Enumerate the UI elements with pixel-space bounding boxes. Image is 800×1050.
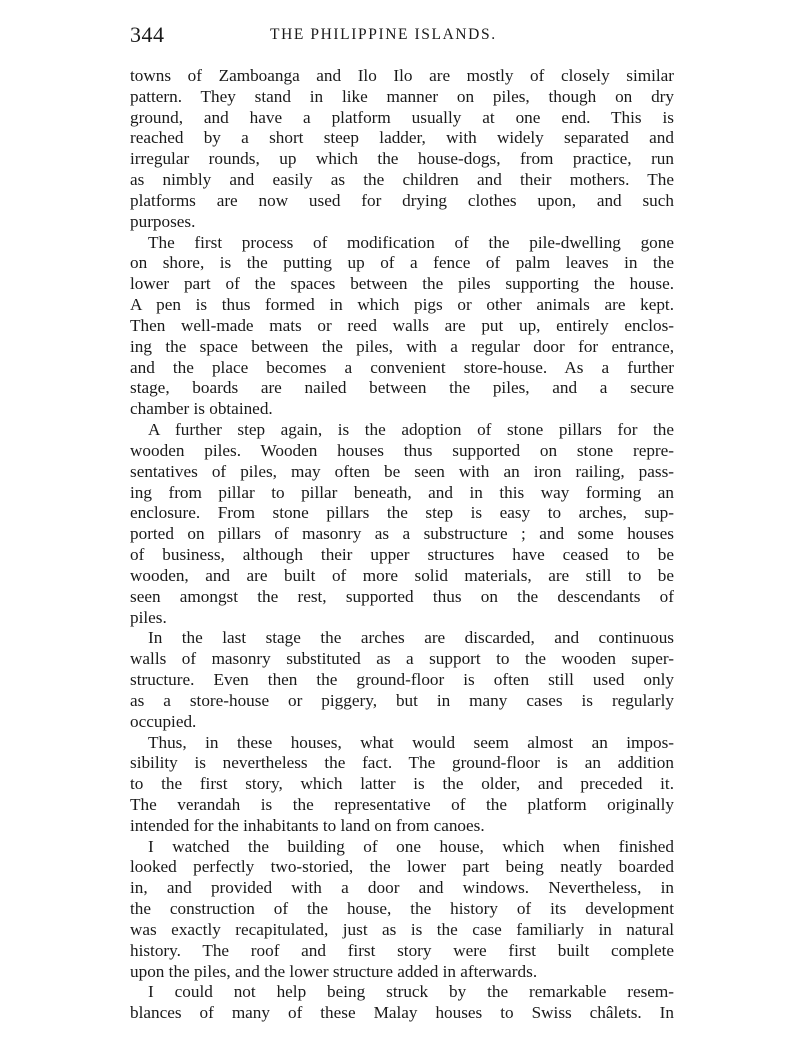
text-line: and the place becomes a convenient store-house. As a further [130,357,674,377]
text-line: intended for the inhabitants to land on from canoes. [130,815,485,835]
text-line: The first process of modification of the pile-dwelling gone [148,232,674,252]
text-line: blances of many of these Malay houses to Swiss châlets. In [130,1003,674,1023]
text-line: pattern. They stand in like manner on piles, though on dry [130,86,674,106]
text-line: I watched the building of one house, which when finished [148,836,674,856]
text-line: ing from pillar to pillar beneath, and in this way forming an [130,482,674,502]
text-line: I could not help being struck by the remarkable resem- [148,982,674,1002]
text-line: sentatives of piles, may often be seen with an iron railing, pass- [130,461,674,481]
text-line: chamber is obtained. [130,399,273,419]
text-line: on shore, is the putting up of a fence of palm leaves in the [130,253,674,273]
page-header [130,20,674,50]
text-line: looked perfectly two-storied, the lower part being neatly boarded [130,857,674,877]
text-line: seen amongst the rest, supported thus on the descendants of [130,586,674,606]
text-line: reached by a short steep ladder, with widely separated and [130,128,674,148]
text-line: in, and provided with a door and windows. Nevertheless, in [130,878,674,898]
text-line: lower part of the spaces between the piles supporting the house. [130,274,674,294]
text-line: upon the piles, and the lower structure added in afterwards. [130,961,538,981]
text-line: ground, and have a platform usually at one end. This is [130,107,674,127]
text-line: as a store-house or piggery, but in many cases is regularly [130,690,674,710]
text-line: A further step again, is the adoption of stone pillars for the [148,420,674,440]
text-line: was exactly recapitulated, just as is the case familiarly in natural [130,919,674,939]
text-line: ported on pillars of masonry as a substructure ; and some houses [130,524,674,544]
body-text [130,66,674,1024]
page-number: 344 [130,22,165,47]
text-line: sibility is nevertheless the fact. The ground-floor is an addition [130,753,674,773]
text-line: Then well-made mats or reed walls are put up, entirely enclos- [130,315,674,335]
text-line: to the first story, which latter is the older, and preceded it. [130,774,674,794]
text-line: walls of masonry substituted as a support to the wooden super- [130,649,674,669]
text-line: enclosure. From stone pillars the step is easy to arches, sup- [130,503,674,523]
text-line: piles. [130,607,167,627]
text-line: history. The roof and first story were first built complete [130,940,674,960]
text-line: In the last stage the arches are discarded, and continuous [148,628,674,648]
text-line: platforms are now used for drying clothes upon, and such [130,190,674,210]
text-line: towns of Zamboanga and Ilo Ilo are mostly of closely similar [130,66,674,85]
text-line: The verandah is the representative of the platform originally [130,794,674,814]
text-line: of business, although their upper structures have ceased to be [130,545,674,565]
text-line: wooden, and are built of more solid materials, are still to be [130,565,674,585]
text-line: as nimbly and easily as the children and their mothers. The [130,170,674,190]
text-line: irregular rounds, up which the house-dogs, from practice, run [130,149,674,169]
text-line: wooden piles. Wooden houses thus supported on stone repre- [130,440,674,460]
text-line: structure. Even then the ground-floor is often still used only [130,670,674,690]
text-line: purposes. [130,211,196,231]
running-title: THE PHILIPPINE ISLANDS. [270,26,497,43]
text-line: Thus, in these houses, what would seem almost an impos- [148,732,674,752]
text-line: the construction of the house, the history of its development [130,899,674,919]
text-line: ing the space between the piles, with a regular door for entrance, [130,336,674,356]
text-line: stage, boards are nailed between the piles, and a secure [130,378,674,398]
text-line: occupied. [130,711,197,731]
text-line: A pen is thus formed in which pigs or other animals are kept. [130,295,674,315]
